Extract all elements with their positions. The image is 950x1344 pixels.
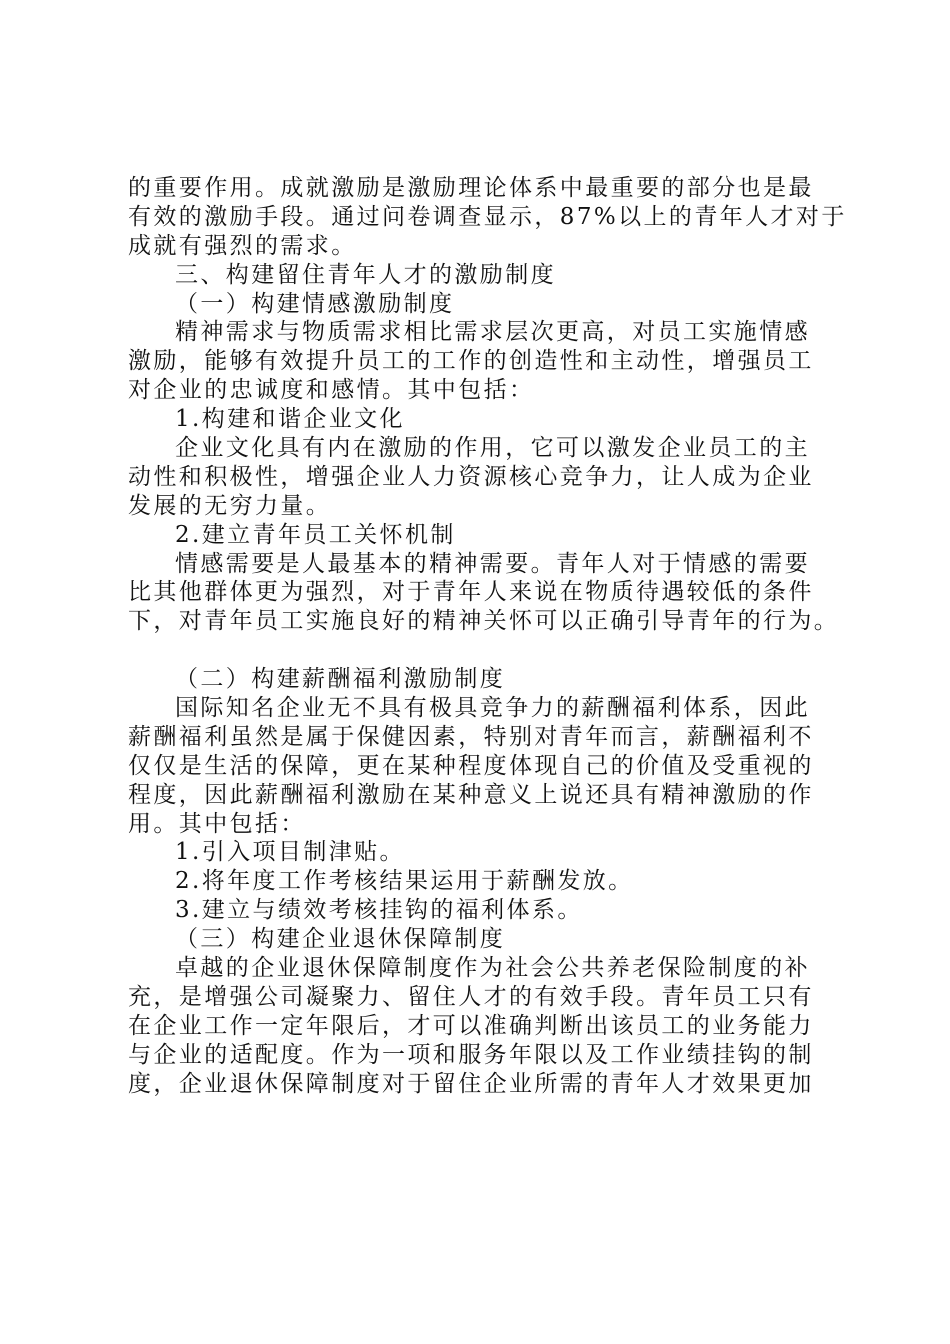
paragraph-line: 有效的激励手段。通过问卷调查显示，87%以上的青年人才对于	[128, 203, 847, 230]
paragraph-line: 充，是增强公司凝聚力、留住人才的有效手段。青年员工只有	[128, 983, 814, 1010]
list-item: 3.建立与绩效考核挂钩的福利体系。	[175, 897, 583, 924]
list-item: 1.引入项目制津贴。	[175, 839, 405, 866]
paragraph-line: 精神需求与物质需求相比需求层次更高，对员工实施情感	[175, 319, 810, 346]
paragraph-line: 与企业的适配度。作为一项和服务年限以及工作业绩挂钩的制	[128, 1041, 814, 1068]
blank-line	[128, 636, 828, 665]
paragraph-line: 情感需要是人最基本的精神需要。青年人对于情感的需要	[175, 550, 810, 577]
paragraph-line: 在企业工作一定年限后，才可以准确判断出该员工的业务能力	[128, 1012, 814, 1039]
paragraph-line: 动性和积极性，增强企业人力资源核心竞争力，让人成为企业	[128, 463, 814, 490]
paragraph-line: 薪酬福利虽然是属于保健因素，特别对青年而言，薪酬福利不	[128, 723, 814, 750]
paragraph-line: 成就有强烈的需求。	[128, 232, 357, 259]
paragraph-line: 国际知名企业无不具有极具竞争力的薪酬福利体系，因此	[175, 695, 810, 722]
paragraph-line: 下，对青年员工实施良好的精神关怀可以正确引导青年的行为。	[128, 608, 840, 635]
item-heading: 2.建立青年员工关怀机制	[175, 521, 456, 548]
paragraph-line: 卓越的企业退休保障制度作为社会公共养老保险制度的补	[175, 955, 810, 982]
subsection-heading: （一）构建情感激励制度	[175, 290, 455, 317]
paragraph-line: 用。其中包括：	[128, 810, 306, 837]
paragraph-line: 比其他群体更为强烈，对于青年人来说在物质待遇较低的条件	[128, 579, 814, 606]
subsection-heading: （二）构建薪酬福利激励制度	[175, 666, 506, 693]
paragraph-line: 度，企业退休保障制度对于留住企业所需的青年人才效果更加	[128, 1070, 814, 1097]
subsection-heading: （三）构建企业退休保障制度	[175, 926, 506, 953]
paragraph-line: 的重要作用。成就激励是激励理论体系中最重要的部分也是最	[128, 175, 814, 201]
paragraph-line: 程度，因此薪酬福利激励在某种意义上说还具有精神激励的作	[128, 781, 814, 808]
body-text	[128, 174, 847, 1099]
section-heading: 三、构建留住青年人才的激励制度	[175, 261, 556, 288]
paragraph-line: 发展的无穷力量。	[128, 492, 332, 519]
paragraph-line: 仅仅是生活的保障，更在某种程度体现自己的价值及受重视的	[128, 752, 814, 779]
item-heading: 1.构建和谐企业文化	[175, 406, 405, 433]
paragraph-line: 对企业的忠诚度和感情。其中包括：	[128, 377, 535, 404]
list-item: 2.将年度工作考核结果运用于薪酬发放。	[175, 868, 634, 895]
paragraph-line: 激励，能够有效提升员工的工作的创造性和主动性，增强员工	[128, 348, 814, 375]
paragraph-line: 企业文化具有内在激励的作用，它可以激发企业员工的主	[175, 435, 810, 462]
